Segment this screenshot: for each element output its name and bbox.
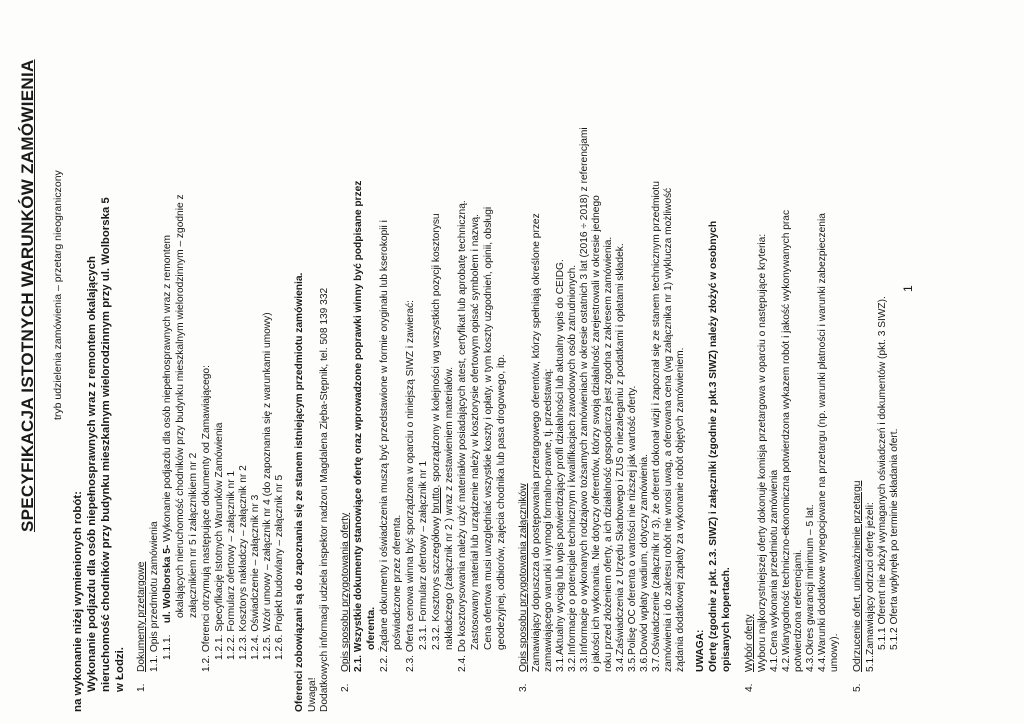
section-4-line: Wyboru najkorzystniejszej oferty dokonuje komisja przetargowa w oparciu o następujące kryteria: [757,233,768,672]
site-visit-notice: Oferenci zobowiązani są do zapoznania się ze stanem istniejącym przedmiotu zamówienia. [294,272,305,712]
section-3-line: zamawiającego warunki i wymogi formalno-prawne, tj. przedstawią: [543,368,554,672]
section-2-line: 2.2. Żądane dokumenty i oświadczenia muszą być przedstawione w formie oryginału lub kserokopii i [379,220,390,672]
section-5-number: 5. [852,683,863,692]
uwaga-line: Ofertę (zgodnie z pkt. 2.3. SIWZ) i załączniki (zgodnie z pkt.3 SIWZ) należy złożyć w osobnych [708,220,719,672]
section-2-line: poświadczone przez oferenta. [392,514,403,650]
section-3-heading: Opis sposobu przygotowania załączników [518,483,529,672]
section-4-line: umowy). [829,633,840,672]
section-3-line: o jakości ich wykonania. Nie dotyczy oferentów, którzy swoją działalność zarejestrowali w okresie jednego [591,195,602,672]
line-text: 2.3.2. Kosztorys szczegółowy [431,516,442,650]
document-list-item: 1.2.3. Kosztorys nakładczy – załącznik nr 2 [238,465,249,660]
section-3-line: 3.3.Informacje o wykonanych rodzajowo tożsamych zamówieniach w okresie ostatnich 3 lat (2016 ÷ 2018) z referencjami [579,127,590,672]
section-4-line: potwierdzona referencjami. [793,549,804,672]
object-line-2: nieruchomość chodników przy budynku mieszkalnym wielorodzinnym przy ul. Wolborska 5 [100,197,112,692]
intro-line: na wykonanie niżej wymienionych robót: [72,491,84,712]
section-4-line: 4.1.Cena wykonania przedmiotu zamówienia [769,469,780,672]
section-3-number: 3. [518,683,529,692]
uwaga-heading: UWAGA: [695,629,706,672]
section-2-line: Cena ofertowa musi uwzględniać wszystkie koszty i opłaty, w tym koszty uzgodnień, opinii, obsługi [483,206,494,650]
section-5-line: 5.1.Zamawiający odrzuci ofertę jeżeli: [865,502,876,672]
section-4-line: 4.3.Okres gwarancji minimum – 5 lat. [805,504,816,672]
section-2-line: 2.3.1. Formularz ofertowy – załącznik nr 1 [418,460,429,650]
section-3-line: Zamawiający dopuszcza do postępowania przetargowego oferentów, którzy spełniają określone przez [531,213,542,672]
item-text: Wykonanie podjazdu dla osób niepełnosprawnych wraz z remontem [162,234,173,542]
section-2-line: nakładczego (załącznik nr 2 ) wraz z zestawieniem materiałów. [444,366,455,650]
section-2-line [431,213,444,650]
section-2-line: 2.1. Wszystkie dokumenty stanowiące ofertę oraz wprowadzone poprawki winny być podpisane przez [353,180,364,672]
brutto-underlined: brutto [431,487,442,514]
document-title: SPECYFIKACJA ISTOTNYCH WARUNKÓW ZAMÓWIENIA [18,59,37,532]
section-3-line: 3.6.Dowód wpłaty wadium, dotyczy zamówienia. [639,454,650,672]
section-2-line: oferenta. [366,606,377,650]
section-1-line: załącznikiem nr 5 i załącznikiem nr 2 [188,452,199,618]
section-1-line: 1.2. Oferenci otrzymują następujące dokumenty od Zamawiającego: [201,365,212,672]
page-marker: 1 [901,285,915,292]
section-5-line: 5.1.2 Oferta wpłynęła po terminie składania ofert. [889,428,900,650]
document-list-item: 1.2.1. Specyfikację Istotnych Warunków Zamówienia [214,422,225,660]
document-list-item: 1.2.2. Formularz ofertowy – załącznik nr 1 [226,470,237,660]
section-3-line: 3.4.Zaświadczenia z Urzędu Skarbowego i ZUS o niezaleganiu z podatkami i opłatami składek. [615,243,626,672]
section-1-line: 1.1. Opis przedmiotu zamówienia [149,521,160,672]
section-4-heading: Wybór oferty [744,614,755,672]
section-2-line: 2.3. Oferta cenowa winna być sporządzona w oparciu o niniejszą SIWZ i zawierać: [405,299,416,672]
section-4-number: 4. [744,683,755,692]
section-2-line: geodezyjnej, odbiorów, zajęcia chodnika lub pasa drogowego, itp. [496,354,507,650]
section-1-number: 1. [136,683,147,692]
section-4-line: 4.4.Warunki dodatkowe wynegocjowane na przetargu (np. warunki płatności i warunki zabezpieczenia [817,213,828,672]
document-subtitle: tryb udzielenia zamówienia – przetarg nieograniczony [52,170,64,420]
object-line-1: Wykonanie podjazdu dla osób niepełnosprawnych wraz z remontem okalających [86,256,98,692]
section-3-line: roku przed złożeniem oferty, a ich działalność gospodarcza jest zgodna z zakresem zamówienia. [603,236,614,672]
section-3-line: 3.2.Informacje o potencjale technicznym i kwalifikacjach zawodowych osób zatrudnionych. [567,264,578,672]
document-page [18,12,1002,712]
section-1-heading: Dokumenty przetargowe [136,561,147,672]
uwaga-label: Uwaga! [307,677,318,712]
uwaga-line: opisanych kopertach. [721,567,732,672]
document-list-item: 1.2.6. Projekt budowlany – załącznik nr 5 [274,474,285,660]
section-5-heading: Odrzucenie ofert, unieważnienie przetargu [852,480,863,672]
section-2-line: 2.4. Do kosztorysowania należy użyć materiałów posiadających atest, certyfikat lub aprobatę techniczną. [457,200,468,672]
section-1-line: okalających nieruchomość chodników przy budynku mieszkalnym wielorodzinnym – zgodnie z [175,194,186,618]
item-number: 1.1.1. [162,634,173,660]
section-3-line: 3.5.Polisę OC oferenta o wartości nie niższej jak wartość oferty. [627,385,638,672]
object-line-3: w Łodzi. [114,647,126,692]
line-text: , sporządzony w kolejności wg wszystkich pozycji kosztorysu [431,213,442,488]
section-2-heading: Opis sposobu przygotowania oferty [340,512,351,672]
document-list-item: 1.2.4. Oświadczenie – załącznik nr 3 [250,494,261,660]
section-5-line: 5.1.1 Oferent nie złożył wymaganych oświadczeń i dokumentów (pkt. 3 SIWZ). [877,296,888,650]
section-3-line: 3.7.Oświadczenie (załącznik nr 3), że oferent dokonał wizji i zapoznał się ze stanem technicznym przedmiotu [651,181,662,672]
section-3-line: żądania dodatkowej zapłaty za wykonanie robót objętych zamówieniem. [675,347,686,672]
section-2-line: Zastosowany materiał lub urządzenie należy w kosztorysie ofertowym opisać symbolem i nazwą. [470,214,481,650]
section-3-line: zamówienia i do zakresu robót nie wnosi uwag, a oferowana cena (wg załącznika nr 1) wyklucza możliwość [663,187,674,672]
section-2-number: 2. [340,683,351,692]
section-1-line [162,235,175,660]
contact-info: Dodatkowych informacji udziela inspektor nadzoru Magdalena Zięba-Stępnik, tel. 508 139 332 [319,287,330,712]
address-bold: ul. Wolborska 5- [162,544,173,624]
document-list-item: 1.2.5. Wzór umowy – załącznik nr 4 (do zapoznania się z warunkami umowy) [262,312,273,660]
section-3-line: 3.1.Aktualny wyciąg lub wpis potwierdzający profil działalności lub aktualny wpis do CEIDG. [555,259,566,672]
section-4-line: 4.2.Wiarygodność techniczno-ekonomiczna potwierdzona wykazem robót i jakość wykonywanych prac [781,209,792,672]
